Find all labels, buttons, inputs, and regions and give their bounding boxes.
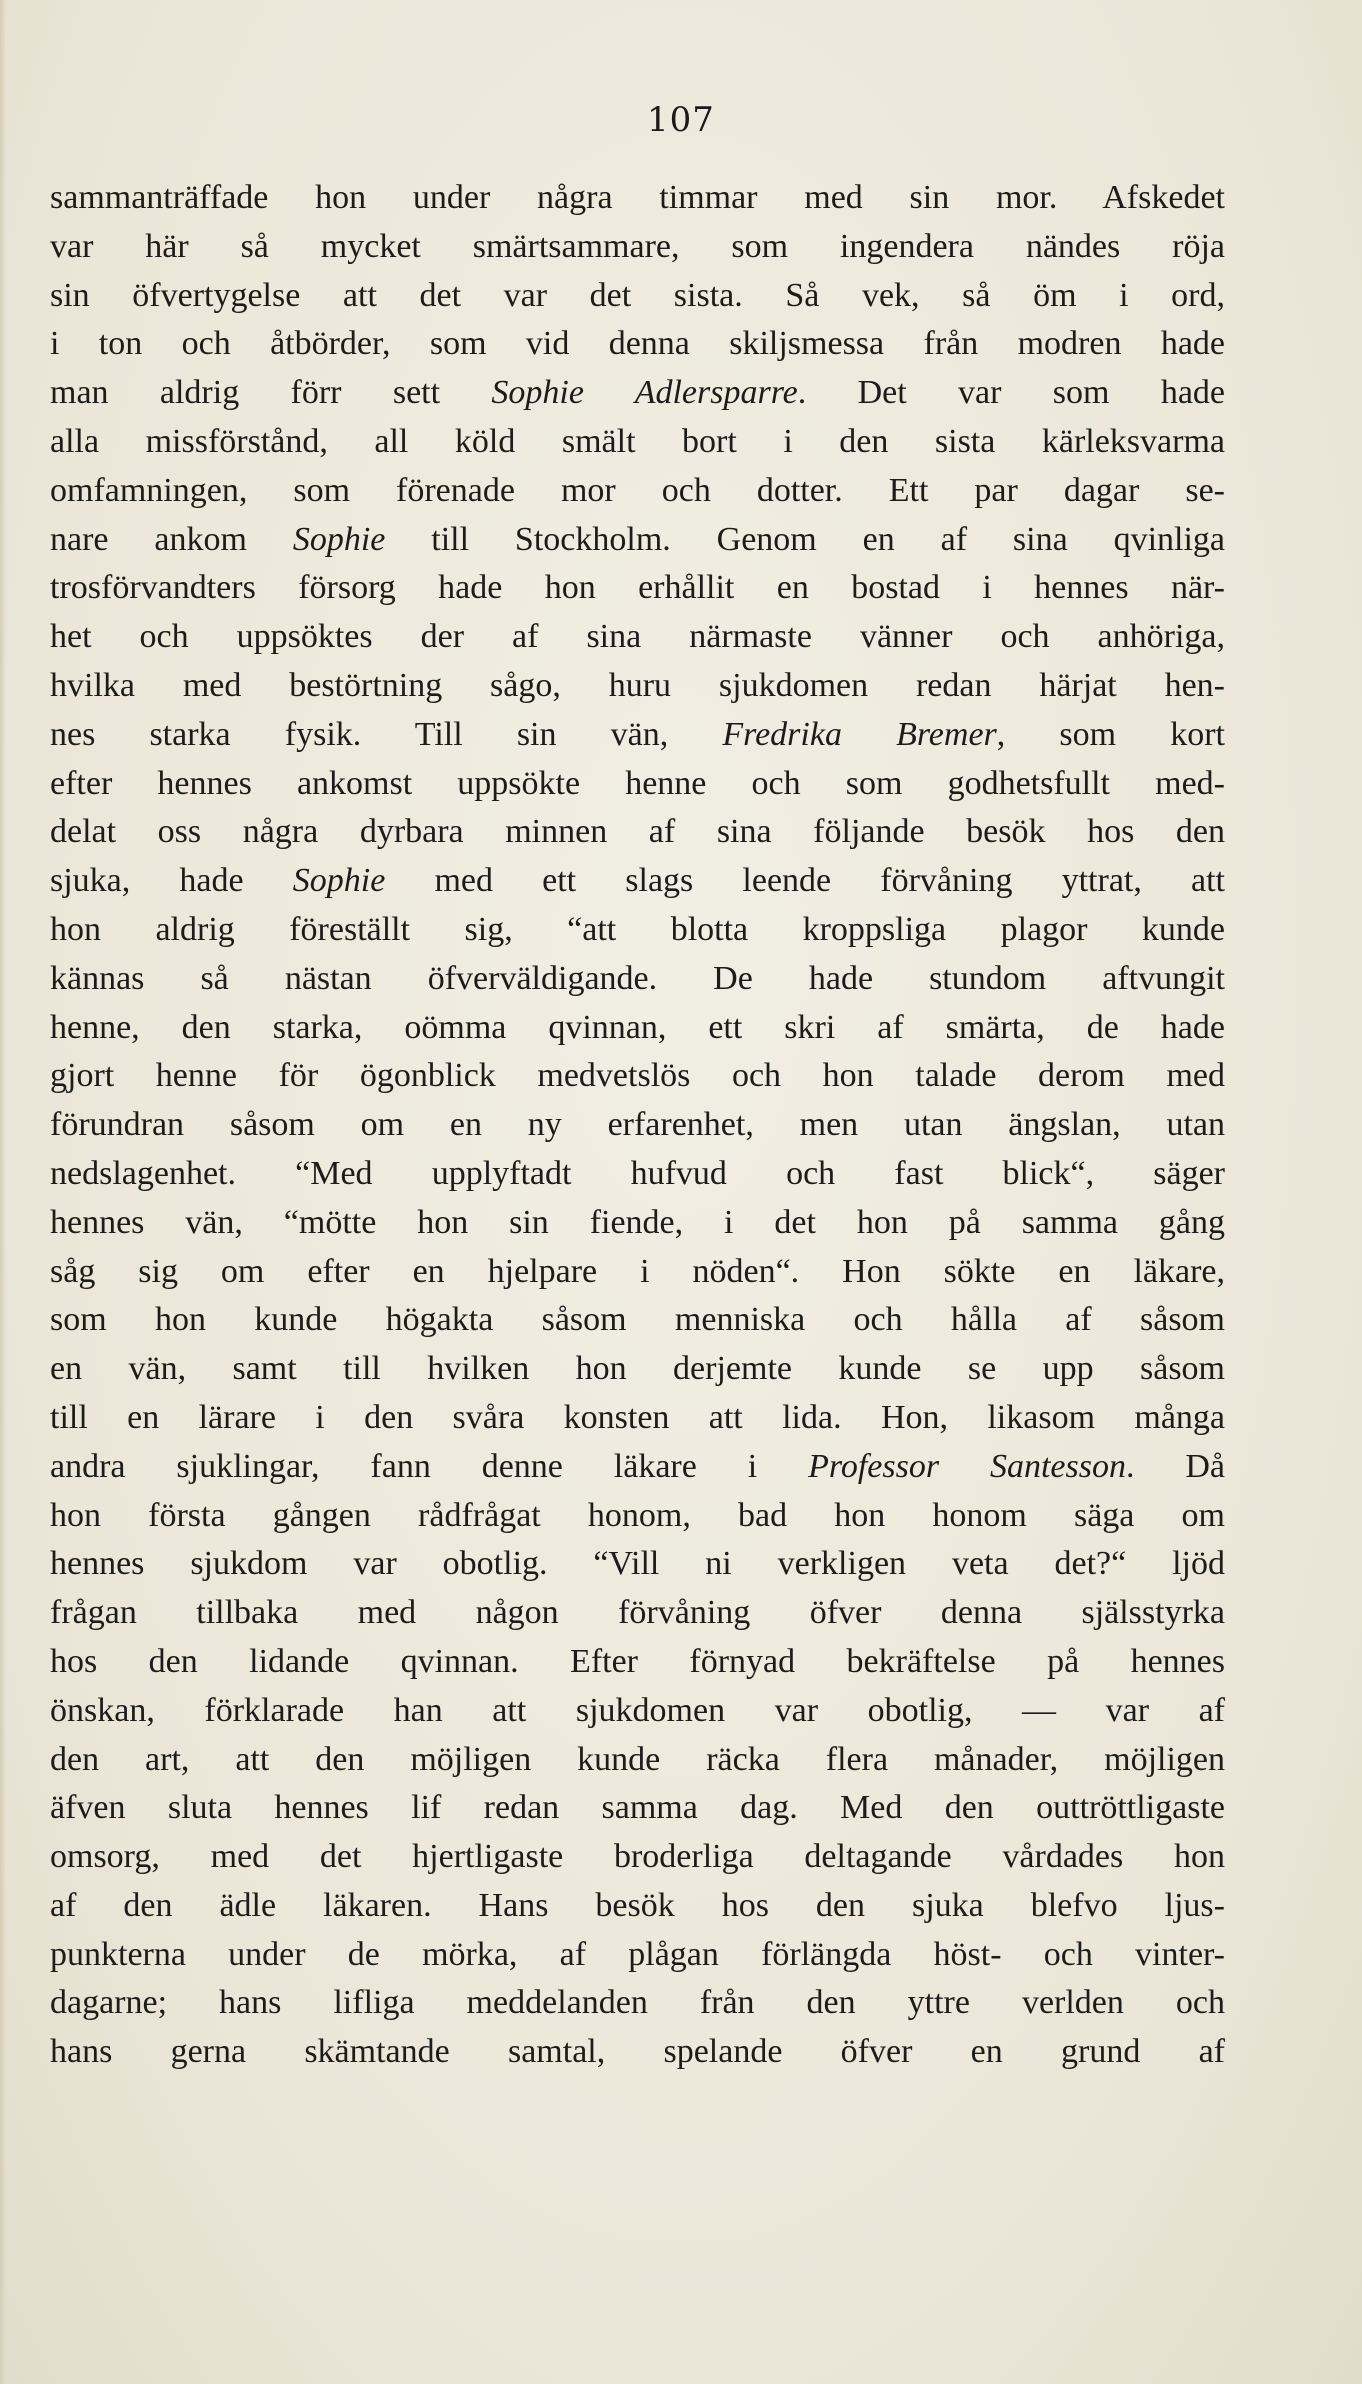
text-line: sin öfvertygelse att det var det sista. Så vek, så öm i ord, bbox=[50, 276, 1225, 314]
text-line: punkterna under de mörka, af plågan förlängda höst- och vinter- bbox=[50, 1935, 1225, 1973]
text-line: sjuka, hade Sophie med ett slags leende förvåning yttrat, att bbox=[50, 862, 1225, 900]
text-line: i ton och åtbörder, som vid denna skiljsmessa från modren hade bbox=[50, 325, 1225, 363]
text-line: hon aldrig föreställt sig, “att blotta kroppsliga plagor kunde bbox=[50, 910, 1225, 948]
text-line: hennes sjukdom var obotlig. “Vill ni verkligen veta det?“ ljöd bbox=[50, 1545, 1225, 1583]
text-line: äfven sluta hennes lif redan samma dag. Med den outtröttligaste bbox=[50, 1789, 1225, 1827]
page-number: 107 bbox=[647, 100, 715, 140]
text-line: var här så mycket smärtsammare, som ingendera nändes röja bbox=[50, 227, 1225, 265]
text-line: dagarne; hans lifliga meddelanden från den yttre verlden och bbox=[50, 1984, 1225, 2022]
text-line: hon första gången rådfrågat honom, bad hon honom säga om bbox=[50, 1496, 1225, 1534]
text-line: omsorg, med det hjertligaste broderliga deltagande vårdades hon bbox=[50, 1838, 1225, 1876]
text-line: alla missförstånd, all köld smält bort i den sista kärleksvarma bbox=[50, 422, 1225, 460]
text-line: omfamningen, som förenade mor och dotter. Ett par dagar se- bbox=[50, 471, 1225, 509]
text-line: den art, att den möjligen kunde räcka flera månader, möjligen bbox=[50, 1740, 1225, 1778]
text-line: delat oss några dyrbara minnen af sina följande besök hos den bbox=[50, 813, 1225, 851]
text-line: hans gerna skämtande samtal, spelande öfver en grund af bbox=[50, 2033, 1225, 2071]
text-line: sammanträffade hon under några timmar med sin mor. Afskedet bbox=[50, 179, 1225, 216]
text-line: het och uppsöktes der af sina närmaste vänner och anhöriga, bbox=[50, 618, 1225, 656]
text-line: henne, den starka, oömma qvinnan, ett skri af smärta, de hade bbox=[50, 1008, 1225, 1046]
body-text bbox=[50, 174, 1225, 2077]
text-line: trosförvandters försorg hade hon erhållit en bostad i hennes när- bbox=[50, 569, 1225, 607]
text-line: af den ädle läkaren. Hans besök hos den sjuka blefvo ljus- bbox=[50, 1886, 1225, 1924]
text-line: gjort henne för ögonblick medvetslös och hon talade derom med bbox=[50, 1057, 1225, 1095]
text-line: kännas så nästan öfverväldigande. De hade stundom aftvungit bbox=[50, 959, 1225, 997]
text-line: hos den lidande qvinnan. Efter förnyad bekräftelse på hennes bbox=[50, 1642, 1225, 1680]
text-line: nes starka fysik. Till sin vän, Fredrika Bremer, som kort bbox=[50, 715, 1225, 753]
text-line: hvilka med bestörtning sågo, huru sjukdomen redan härjat hen- bbox=[50, 666, 1225, 704]
text-line: andra sjuklingar, fann denne läkare i Professor Santesson. Då bbox=[50, 1447, 1225, 1485]
text-line: frågan tillbaka med någon förvåning öfver denna själsstyrka bbox=[50, 1594, 1225, 1632]
text-line: till en lärare i den svåra konsten att lida. Hon, likasom många bbox=[50, 1398, 1225, 1436]
text-line: som hon kunde högakta såsom menniska och hålla af såsom bbox=[50, 1301, 1225, 1339]
text-line: man aldrig förr sett Sophie Adlersparre. Det var som hade bbox=[50, 374, 1225, 412]
text-line: hennes vän, “mötte hon sin fiende, i det hon på samma gång bbox=[50, 1203, 1225, 1241]
text-line: nare ankom Sophie till Stockholm. Genom en af sina qvinliga bbox=[50, 520, 1225, 558]
text-line: såg sig om efter en hjelpare i nöden“. Hon sökte en läkare, bbox=[50, 1252, 1225, 1290]
text-line: önskan, förklarade han att sjukdomen var obotlig, — var af bbox=[50, 1691, 1225, 1729]
page-edge-shadow bbox=[0, 0, 6, 2384]
text-line: efter hennes ankomst uppsökte henne och som godhetsfullt med- bbox=[50, 764, 1225, 802]
text-line: en vän, samt till hvilken hon derjemte kunde se upp såsom bbox=[50, 1350, 1225, 1388]
text-line: nedslagenhet. “Med upplyftadt hufvud och fast blick“, säger bbox=[50, 1154, 1225, 1192]
text-line: förundran såsom om en ny erfarenhet, men utan ängslan, utan bbox=[50, 1106, 1225, 1144]
